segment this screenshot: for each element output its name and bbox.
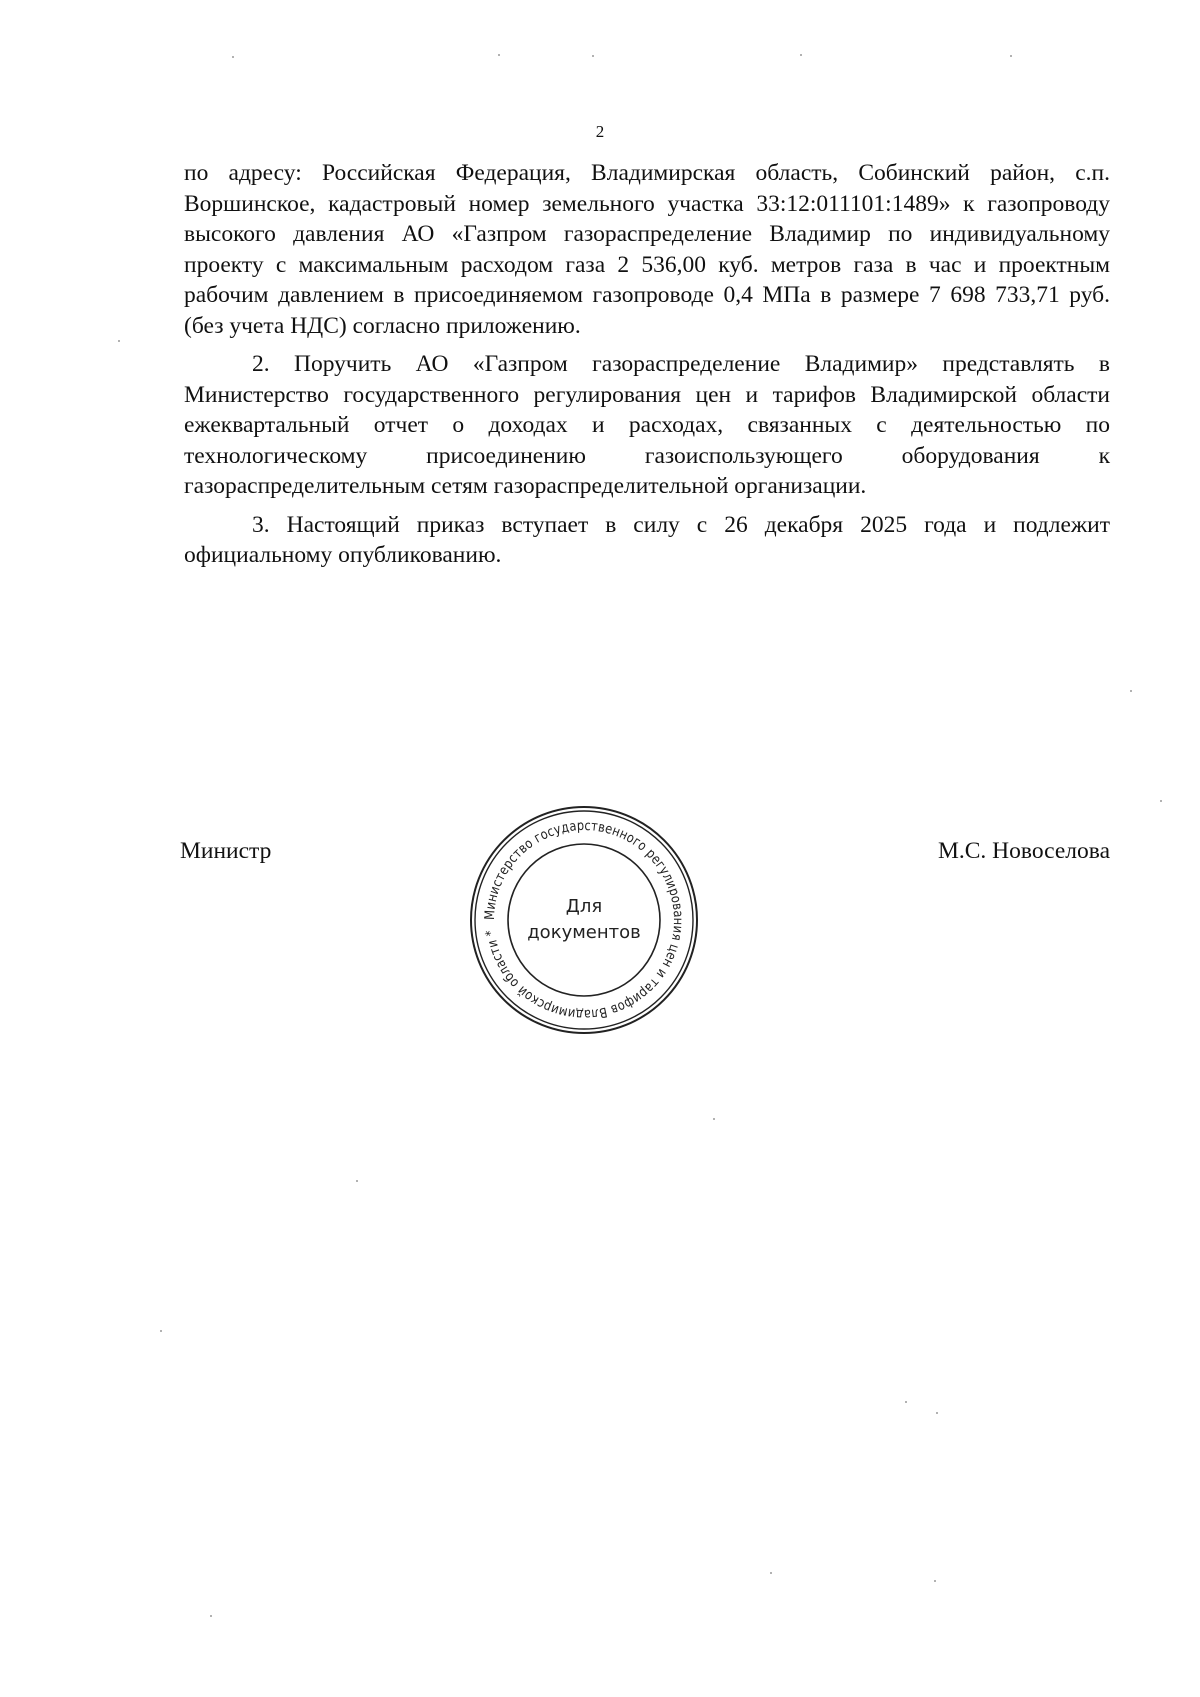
scan-speck [210,1615,212,1617]
scan-speck [118,340,120,342]
paragraph-2: 2. Поручить АО «Газпром газораспределение Владимир» представлять в Министерство государственного регулирования цен и тарифов Владимирской области ежеквартальный отчет о доходах и расходах, связанных с деятельностью по технологическому присоединению газоиспользующего оборудования к газораспределительным сетям газораспределительной организации. [184,351,1110,499]
scan-speck [498,54,500,56]
scan-speck [713,1118,715,1120]
document-body [184,158,1110,571]
scan-speck [905,1401,907,1403]
signature-name: М.С. Новоселова [937,838,1110,864]
stamp-center-line-2: документов [527,922,641,943]
scan-speck [592,55,594,57]
scan-speck [936,1412,938,1414]
scan-speck [1010,55,1012,57]
paragraph-3: 3. Настоящий приказ вступает в силу с 26 декабря 2025 года и подлежит официальному опубликованию. [184,511,1110,568]
page-number: 2 [595,122,605,141]
paragraph-1-continuation: по адресу: Российская Федерация, Владимирская область, Собинский район, с.п. Воршинское, кадастровый номер земельного участка 33:12:011101:1489» к газопроводу высокого давления АО «Газпром газораспределение Владимир по индивидуальному проекту с максимальным расходом газа 2 536,00 куб. метров газа в час и проектным рабочим давлением в присоединяемом газопроводе 0,4 МПа в размере 7 698 733,71 руб. (без учета НДС) согласно приложению. [184,160,1110,339]
official-stamp [464,800,704,1040]
scan-speck [934,1580,936,1582]
scan-speck [800,54,802,56]
scan-speck [770,1572,772,1574]
stamp-seal-graphic [464,800,704,1040]
scan-speck [1130,690,1132,692]
scan-speck [1160,800,1162,802]
signature-title: Министр [180,838,272,864]
scan-speck [160,1330,162,1332]
scan-speck [356,1180,358,1182]
scan-speck [232,56,234,58]
stamp-ring-text: Министерство государственного регулирования цен и тарифов Владимирской области * [481,817,687,1023]
stamp-center-line-1: Для [565,896,603,917]
